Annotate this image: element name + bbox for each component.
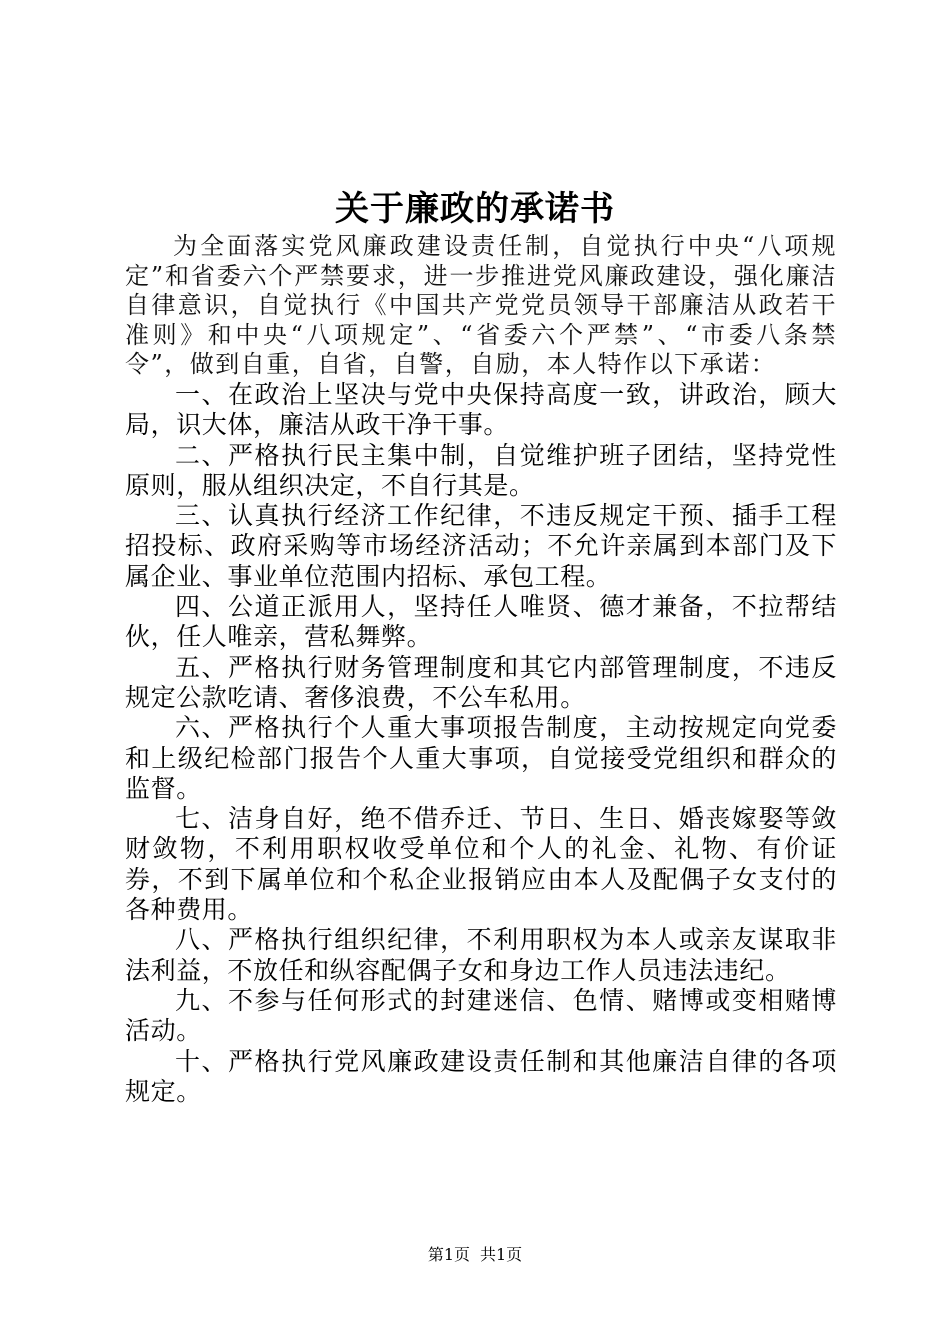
page-footer bbox=[0, 1244, 950, 1266]
commitment-item-7: 七、洁身自好，绝不借乔迁、节日、生日、婚丧嫁娶等敛财敛物，不利用职权收受单位和个人的礼金、礼物、有价证券，不到下属单位和个私企业报销应由本人及配偶子女支付的各种费用。 bbox=[125, 804, 837, 925]
commitment-item-6: 六、严格执行个人重大事项报告制度，主动按规定向党委和上级纪检部门报告个人重大事项，自觉接受党组织和群众的监督。 bbox=[125, 713, 837, 803]
commitment-item-1: 一、在政治上坚决与党中央保持高度一致，讲政治，顾大局，识大体，廉洁从政干净干事。 bbox=[125, 379, 837, 440]
commitment-item-9: 九、不参与任何形式的封建迷信、色情、赌博或变相赌博活动。 bbox=[125, 985, 837, 1046]
commitment-item-10: 十、严格执行党风廉政建设责任制和其他廉洁自律的各项规定。 bbox=[125, 1046, 837, 1106]
document-body bbox=[125, 232, 837, 1107]
intro-paragraph: 为全面落实党风廉政建设责任制，自觉执行中央“八项规定”和省委六个严禁要求，进一步推进党风廉政建设，强化廉洁自律意识，自觉执行《中国共产党党员领导干部廉洁从政若干准则》和中央“八项规定”、“省委六个严禁”、“市委八条禁令”，做到自重，自省，自警，自励，本人特作以下承诺： bbox=[125, 232, 837, 379]
document-title: 关于廉政的承诺书 bbox=[335, 189, 615, 229]
commitment-item-2: 二、严格执行民主集中制，自觉维护班子团结，坚持党性原则，服从组织决定，不自行其是。 bbox=[125, 440, 837, 500]
commitment-item-8: 八、严格执行组织纪律，不利用职权为本人或亲友谋取非法利益，不放任和纵容配偶子女和身边工作人员违法违纪。 bbox=[125, 925, 837, 985]
page-number-total: 共1页 bbox=[480, 1245, 523, 1264]
commitment-item-3: 三、认真执行经济工作纪律，不违反规定干预、插手工程招投标、政府采购等市场经济活动；不允许亲属到本部门及下属企业、事业单位范围内招标、承包工程。 bbox=[125, 501, 837, 591]
page-number-current: 第1页 bbox=[427, 1245, 470, 1264]
commitment-item-5: 五、严格执行财务管理制度和其它内部管理制度，不违反规定公款吃请、奢侈浪费，不公车私用。 bbox=[125, 652, 837, 712]
commitment-item-4: 四、公道正派用人，坚持任人唯贤、德才兼备，不拉帮结伙，任人唯亲，营私舞弊。 bbox=[125, 592, 837, 652]
